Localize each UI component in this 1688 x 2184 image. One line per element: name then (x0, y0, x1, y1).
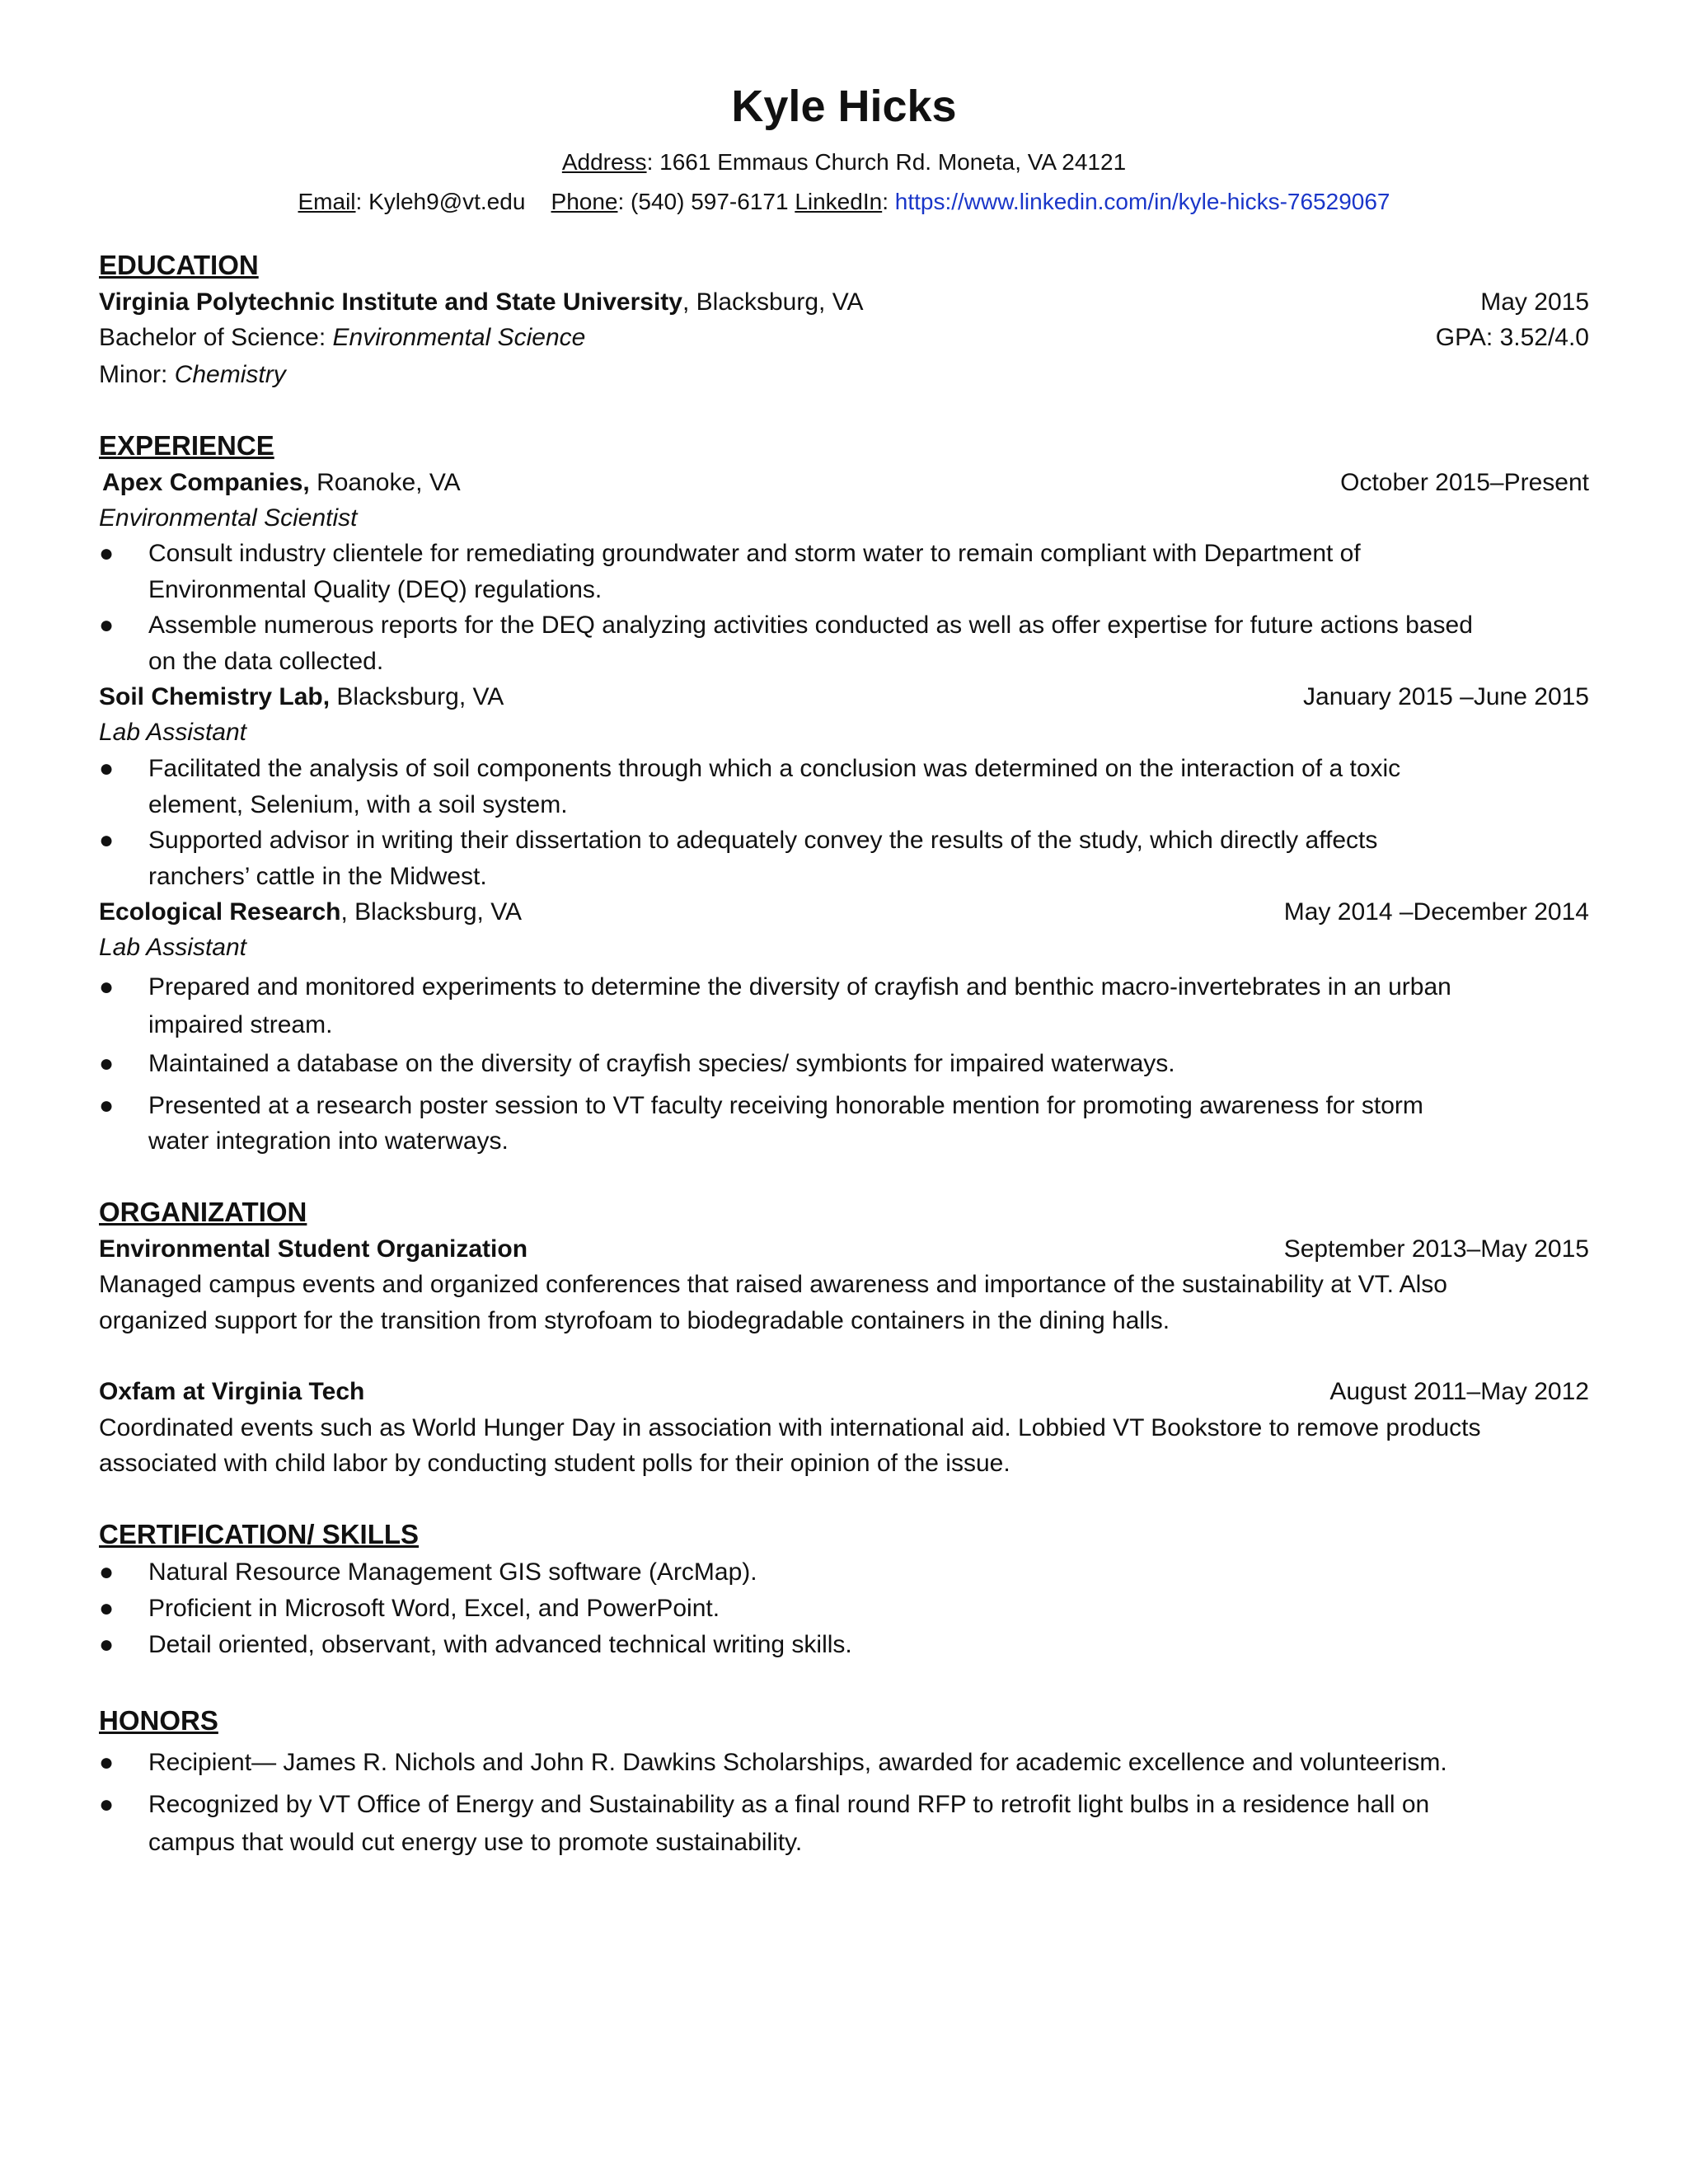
address-value: : 1661 Emmaus Church Rd. Moneta, VA 24121 (646, 149, 1127, 175)
degree-field: Environmental Science (332, 324, 586, 351)
job-bullet-line: Presented at a research poster session to VT faculty receiving honorable mention for promoting awareness for storm (148, 1092, 1423, 1119)
contact-line (0, 187, 1688, 217)
job-title: Lab Assistant (99, 934, 246, 961)
job-title: Environmental Scientist (99, 504, 358, 532)
bullet-icon: ● (99, 1595, 115, 1622)
job-bullet-line: Prepared and monitored experiments to determine the diversity of crayfish and benthic macro-invertebrates in an urban (148, 973, 1451, 1001)
bullet-icon: ● (99, 973, 115, 1001)
job-bullet-line: Consult industry clientele for remediating groundwater and storm water to remain compliant with Department of (148, 540, 1361, 567)
education-date: May 2015 (1480, 288, 1589, 316)
job-date: January 2015 –June 2015 (1303, 683, 1589, 710)
organization-heading: ORGANIZATION (99, 1197, 307, 1227)
bullet-icon: ● (99, 540, 115, 567)
degree-prefix: Bachelor of Science: (99, 324, 333, 351)
bullet-icon: ● (99, 1558, 115, 1586)
job-bullet-line: Maintained a database on the diversity of crayfish species/ symbionts for impaired waterways. (148, 1050, 1175, 1077)
job-location: Roanoke, VA (309, 469, 461, 496)
email-value[interactable]: : Kyleh9@vt.edu (355, 189, 526, 214)
org-description-line: associated with child labor by conducting student polls for their opinion of the issue. (99, 1450, 1010, 1477)
minor-prefix: Minor: (99, 361, 175, 388)
job-title: Lab Assistant (99, 719, 246, 746)
job-org: Ecological Research (99, 898, 341, 926)
job-org-line (99, 682, 504, 713)
honor-item-line: campus that would cut energy use to promote sustainability. (148, 1829, 803, 1856)
job-date: October 2015–Present (1340, 469, 1589, 496)
skill-item: Natural Resource Management GIS software (ArcMap). (148, 1558, 757, 1586)
school-name: Virginia Polytechnic Institute and State University (99, 288, 682, 316)
minor-line (99, 359, 286, 391)
org-description-line: Managed campus events and organized conferences that raised awareness and importance of the sustainability at VT. Also (99, 1271, 1447, 1298)
honors-heading: HONORS (99, 1705, 218, 1736)
education-school-line (99, 287, 864, 318)
email-label: Email (298, 189, 356, 214)
job-bullet-line: Supported advisor in writing their dissertation to adequately convey the results of the study, which directly affects (148, 827, 1378, 854)
org-name: Oxfam at Virginia Tech (99, 1378, 365, 1405)
bullet-icon: ● (99, 1631, 115, 1658)
job-bullet-line: on the data collected. (148, 648, 384, 675)
minor-field: Chemistry (174, 361, 286, 388)
candidate-name: Kyle Hicks (731, 82, 957, 131)
job-org: Apex Companies, (102, 469, 310, 496)
honor-item-line: Recipient— James R. Nichols and John R. Dawkins Scholarships, awarded for academic excellence and volunteerism. (148, 1749, 1447, 1776)
job-bullet-line: Environmental Quality (DEQ) regulations. (148, 576, 603, 603)
address-line (0, 148, 1688, 177)
linkedin-sep: : (882, 189, 889, 214)
phone-value: : (540) 597-6171 (617, 189, 789, 214)
job-location: Blacksburg, VA (330, 683, 504, 710)
org-date: August 2011–May 2012 (1329, 1378, 1589, 1405)
job-bullet-line: Assemble numerous reports for the DEQ analyzing activities conducted as well as offer expertise for future actions based (148, 612, 1473, 639)
job-location: , Blacksburg, VA (340, 898, 523, 926)
education-heading: EDUCATION (99, 250, 259, 280)
bullet-icon: ● (99, 1791, 115, 1818)
job-bullet-line: Facilitated the analysis of soil components through which a conclusion was determined on the interaction of a toxic (148, 755, 1401, 782)
job-bullet-line: water integration into waterways. (148, 1127, 509, 1155)
bullet-icon: ● (99, 827, 115, 854)
phone-label: Phone (551, 189, 618, 214)
linkedin-link[interactable]: https://www.linkedin.com/in/kyle-hicks-76529067 (894, 189, 1390, 214)
bullet-icon: ● (99, 755, 115, 782)
address-label: Address (561, 149, 647, 175)
job-bullet-line: ranchers’ cattle in the Midwest. (148, 863, 487, 890)
job-date: May 2014 –December 2014 (1283, 898, 1589, 926)
skill-item: Proficient in Microsoft Word, Excel, and PowerPoint. (148, 1595, 720, 1622)
org-description-line: Coordinated events such as World Hunger Day in association with international aid. Lobbied VT Bookstore to remove products (99, 1414, 1481, 1441)
skills-heading: CERTIFICATION/ SKILLS (99, 1519, 420, 1549)
degree-line (99, 322, 585, 354)
bullet-icon: ● (99, 1749, 115, 1776)
org-date: September 2013–May 2015 (1283, 1235, 1589, 1263)
job-org: Soil Chemistry Lab, (99, 683, 331, 710)
org-name: Environmental Student Organization (99, 1235, 528, 1263)
bullet-icon: ● (99, 1050, 115, 1077)
job-bullet-line: impaired stream. (148, 1011, 333, 1038)
bullet-icon: ● (99, 612, 115, 639)
job-bullet-line: element, Selenium, with a soil system. (148, 791, 568, 818)
job-org-line (99, 897, 522, 928)
experience-heading: EXPERIENCE (99, 430, 274, 461)
skill-item: Detail oriented, observant, with advanced technical writing skills. (148, 1631, 852, 1658)
linkedin-label: LinkedIn (795, 189, 883, 214)
org-description-line: organized support for the transition from styrofoam to biodegradable containers in the dining halls. (99, 1307, 1170, 1334)
honor-item-line: Recognized by VT Office of Energy and Sustainability as a final round RFP to retrofit light bulbs in a residence hall on (148, 1791, 1430, 1818)
job-org-line (102, 467, 461, 499)
school-location: , Blacksburg, VA (682, 288, 864, 316)
bullet-icon: ● (99, 1092, 115, 1119)
gpa: GPA: 3.52/4.0 (1435, 324, 1589, 351)
